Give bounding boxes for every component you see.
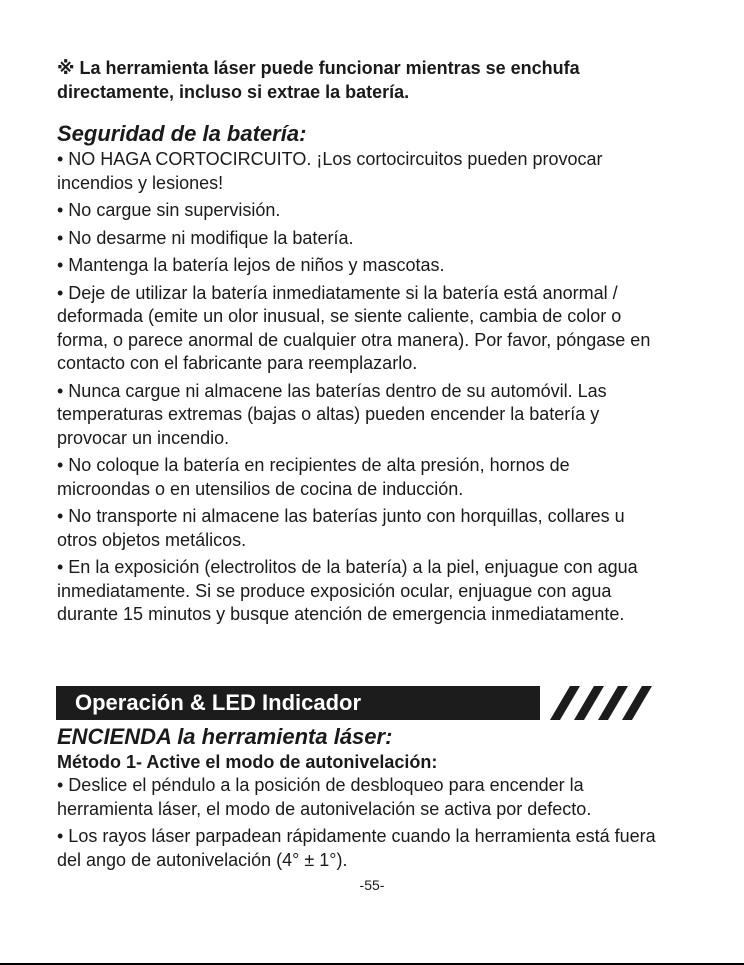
battery-safety-item: • En la exposición (electrolitos de la batería) a la piel, enjuague con agua inmediatamente. Si se produce exposición ocular, enjuague con agua durante 15 minutos y busque atención de emergencia inmediatamente. <box>57 557 638 624</box>
battery-safety-item: • NO HAGA CORTOCIRCUITO. ¡Los cortocircuitos pueden provocar incendios y lesiones! <box>57 149 603 193</box>
method-1-item: • Deslice el péndulo a la posición de desbloqueo para encender la herramienta láser, el modo de autonivelación se activa por defecto. <box>57 775 592 819</box>
page-number: -55- <box>359 877 385 893</box>
battery-safety-item: • Deje de utilizar la batería inmediatamente si la batería está anormal / deformada (emite un olor inusual, se siente caliente, cambia de color o forma, o parece anormal de cualquier otra manera). Por favor, póngase en contacto con el fabricante para reemplazarlo. <box>57 282 651 373</box>
method-1-title: Método 1- Active el modo de autonivelación: <box>57 752 438 772</box>
battery-safety-title: Seguridad de la batería: <box>57 121 307 146</box>
operation-banner <box>56 686 657 720</box>
battery-safety-list <box>57 148 667 631</box>
plug-in-note: ※ La herramienta láser puede funcionar mientras se enchufa directamente, incluso si extrae la batería. <box>57 58 580 102</box>
battery-safety-item: • No desarme ni modifique la batería. <box>57 227 354 248</box>
method-1-item: • Los rayos láser parpadean rápidamente cuando la herramienta está fuera del ango de autonivelación (4° ± 1°). <box>57 826 656 870</box>
battery-safety-item: • No cargue sin supervisión. <box>57 200 281 220</box>
operation-banner-title: Operación & LED Indicador <box>75 690 362 715</box>
power-on-subtitle: ENCIENDA la herramienta láser: <box>57 724 393 749</box>
method-1-list <box>57 774 667 876</box>
battery-safety-item: • No coloque la batería en recipientes de alta presión, hornos de microondas o en utensilios de cocina de inducción. <box>57 455 570 499</box>
battery-safety-item: • Nunca cargue ni almacene las baterías dentro de su automóvil. Las temperaturas extremas (bajas o altas) pueden encender la batería y provocar un incendio. <box>57 380 607 448</box>
battery-safety-item: • No transporte ni almacene las baterías junto con horquillas, collares u otros objetos metálicos. <box>57 506 625 550</box>
operation-banner-bar <box>56 686 540 720</box>
battery-safety-item: • Mantenga la batería lejos de niños y mascotas. <box>57 255 445 275</box>
banner-stripes-decoration <box>540 686 657 720</box>
